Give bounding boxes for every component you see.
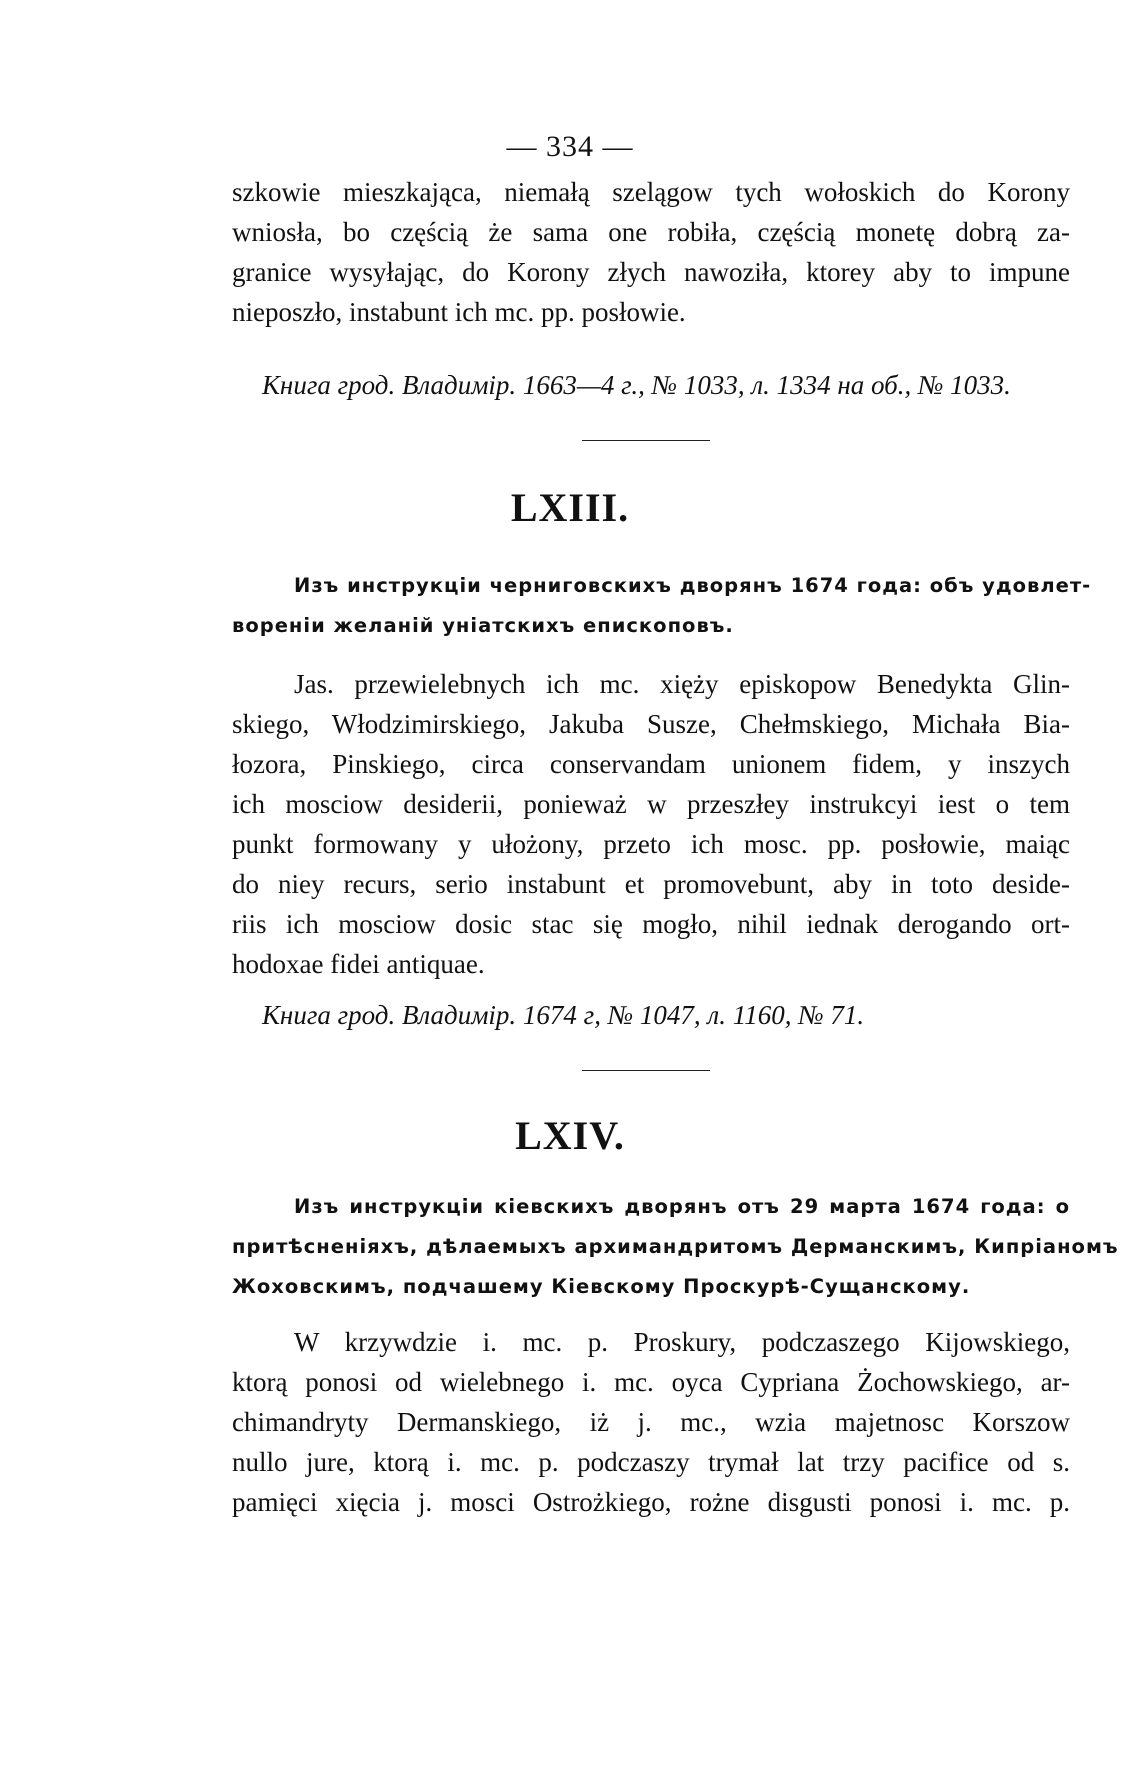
summary-line: Изъ инструкціи кіевскихъ дворянъ отъ 29 марта 1674 года: о xyxy=(294,1195,1070,1218)
text-line: wniosła, bo częścią że sama one robiła, częścią monetę dobrą za- xyxy=(232,217,1070,247)
text-line: punkt formowany y ułożony, przeto ich mosc. pp. posłowie, maiąc xyxy=(232,829,1070,859)
text-line: nullo jure, ktorą i. mc. p. podczaszy trymał lat trzy pacifice od s. xyxy=(232,1447,1070,1477)
text-line: chimandryty Dermanskiego, iż j. mc., wzia majetnosc Korszow xyxy=(232,1407,1070,1437)
text-line: do niey recurs, serio instabunt et promovebunt, aby in toto deside- xyxy=(232,869,1070,899)
archive-citation: Книга грод. Владимір. 1663—4 г., № 1033, л. 1334 на об., № 1033. xyxy=(262,370,1011,400)
text-line: nieposzło, instabunt ich mc. pp. posłowie. xyxy=(232,297,686,327)
text-line: ich mosciow desiderii, ponieważ w przeszłey instrukcyi iest o tem xyxy=(232,789,1070,819)
text-line: ktorą ponosi od wielebnego i. mc. oyca Cypriana Żochowskiego, ar- xyxy=(232,1367,1070,1397)
archive-citation: Книга грод. Владимір. 1674 г, № 1047, л. 1160, № 71. xyxy=(262,1000,865,1030)
section-divider xyxy=(582,1070,710,1071)
text-line: skiego, Włodzimirskiego, Jakuba Susze, Chełmskiego, Michała Bia- xyxy=(232,709,1070,739)
section-summary xyxy=(232,1187,1119,1307)
text-line: hodoxae fidei antiquae. xyxy=(232,949,485,979)
section-number: LXIV. xyxy=(515,1113,625,1158)
summary-line: притѣсненіяхъ, дѣлаемыхъ архимандритомъ Дерманскимъ, Кипріаномъ xyxy=(232,1235,1119,1258)
text-line: szkowie mieszkająca, niemałą szelągow tych wołoskich do Korony xyxy=(232,177,1070,207)
summary-line: вореніи желаній уніатскихъ епископовъ. xyxy=(232,614,734,637)
text-line: łozora, Pinskiego, circa conservandam unionem fidem, y inszych xyxy=(232,749,1070,779)
section-body xyxy=(232,1322,1070,1522)
section-divider xyxy=(582,440,710,441)
text-line: pamięci xięcia j. mosci Ostrożkiego, rożne disgusti ponosi i. mc. p. xyxy=(232,1487,1070,1517)
section-number: LXIII. xyxy=(510,485,630,530)
section-summary xyxy=(232,566,1092,646)
text-line: riis ich mosciow dosic stac się mogło, nihil iednak derogando ort- xyxy=(232,909,1070,939)
text-line: Jas. przewielebnych ich mc. xięży episkopow Benedykta Glin- xyxy=(294,669,1070,699)
continuation-paragraph xyxy=(232,172,1070,332)
summary-line: Жоховскимъ, подчашему Кіевскому Проскурѣ-Сущанскому. xyxy=(232,1275,971,1298)
summary-line: Изъ инструкціи черниговскихъ дворянъ 1674 года: объ удовлет- xyxy=(294,574,1092,597)
page-number: — 334 — xyxy=(506,130,634,163)
section-body xyxy=(232,664,1070,984)
text-line: granice wysyłając, do Korony złych nawoziła, ktorey aby to impune xyxy=(232,257,1070,287)
text-line: W krzywdzie i. mc. p. Proskury, podczaszego Kijowskiego, xyxy=(294,1327,1070,1357)
